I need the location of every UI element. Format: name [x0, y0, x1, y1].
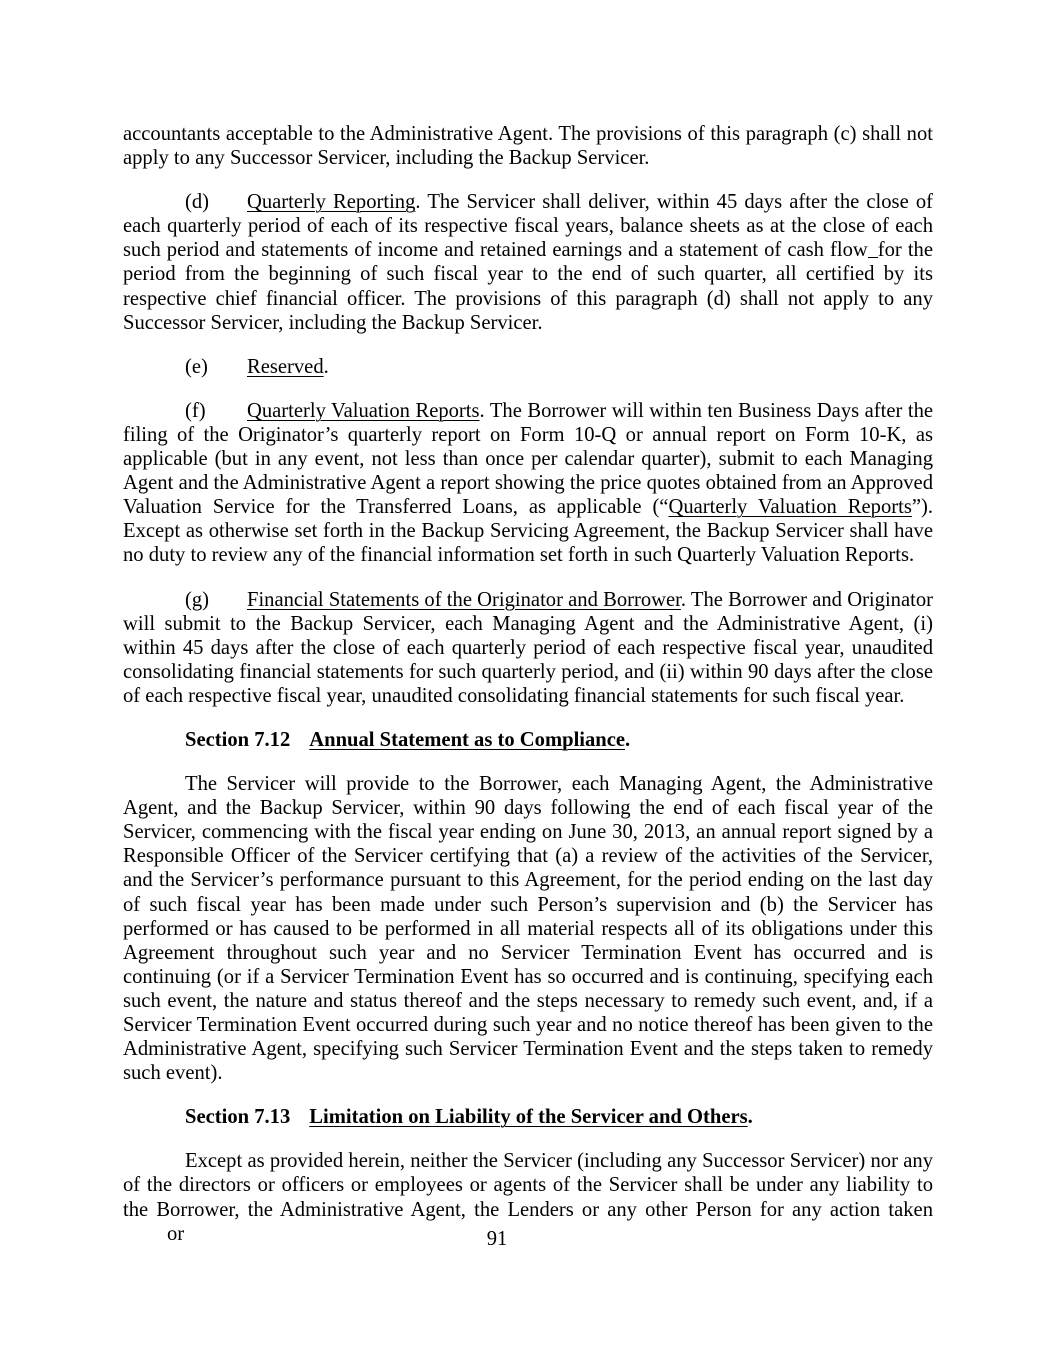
- paragraph-f-term-suffix: .: [479, 399, 485, 422]
- paragraph-e-term-suffix: .: [323, 355, 329, 378]
- section-7-12-number: Section 7.12: [185, 728, 291, 751]
- section-7-12-title: Annual Statement as to Compliance: [309, 728, 626, 751]
- paragraph-d: [123, 190, 933, 335]
- page-number: 91: [486, 1228, 508, 1250]
- paragraph-f: [123, 399, 933, 568]
- section-7-13-title-suffix: .: [747, 1106, 753, 1129]
- paragraph-g-text: The Borrower and Originator will submit to the Backup Servicer, each Managing Agent and the Administrative Agent, (i) within 45 days after the close of each quarterly period of each respective fiscal year, unaudited consolidating financial statements for such quarterly period, and (ii) within 90 days after the close of each respective fiscal year, unaudited consolidating financial statements for such fiscal year.: [123, 588, 933, 707]
- paragraph-g-term: Financial Statements of the Originator and Borrower: [247, 588, 681, 611]
- paragraph-d-term: Quarterly Reporting: [247, 191, 416, 214]
- section-7-12-heading: [123, 728, 933, 752]
- paragraph-e: [123, 355, 933, 379]
- section-7-13-heading: [123, 1105, 933, 1129]
- paragraph-g-term-suffix: .: [680, 588, 687, 611]
- paragraph-e-label: (e): [185, 355, 208, 378]
- section-7-12-body: The Servicer will provide to the Borrower, each Managing Agent, the Administrative Agent, and the Backup Servicer, within 90 days following the end of each fiscal year of the Servicer, commencing with the fiscal year ending on June 30, 2013, an annual report signed by a Responsible Officer of the Servicer certifying that (a) a review of the activities of the Servicer, and the Servicer’s performance pursuant to this Agreement, for the period ending on the last day of such fiscal year has been made under such Person’s supervision and (b) the Servicer has performed or has caused to be performed in all material respects all of its obligations under this Agreement throughout such year and no Servicer Termination Event has occurred and is continuing (or if a Servicer Termination Event has so occurred and is continuing, specifying each such event, the nature and status thereof and the steps necessary to remedy such event, and, if a Servicer Termination Event occurred during such year and no notice thereof has been given to the Administrative Agent, specifying such Servicer Termination Event and the steps taken to remedy such event).: [123, 773, 933, 1085]
- paragraph-d-label: (d): [185, 191, 210, 214]
- underscore-space-artifact: [868, 254, 878, 258]
- paragraph-d-term-suffix: .: [415, 191, 421, 214]
- paragraph-g: [123, 588, 933, 708]
- paragraph-c-continuation: accountants acceptable to the Administrative Agent. The provisions of this paragraph (c) shall not apply to any Successor Servicer, including the Backup Servicer.: [123, 123, 933, 170]
- paragraph-f-label: (f): [185, 399, 206, 422]
- paragraph-d-text-after: for the period from the beginning of such fiscal year to the end of such quarter, all certified by its respective chief financial officer. The provisions of this paragraph (d) shall not apply to any Successor Servicer, including the Backup Servicer.: [123, 239, 933, 334]
- section-7-13-title: Limitation on Liability of the Servicer and Others: [309, 1106, 748, 1129]
- section-7-13-text-after-gap: or: [167, 1222, 185, 1245]
- section-7-13-text-before-gap: Except as provided herein, neither the Servicer (including any Successor Servicer) nor any of the directors or officers or employees or agents of the Servicer shall be under any liability to the Borrower, the Administrative Agent, the Lenders or any other Person for any action taken: [123, 1150, 933, 1221]
- paragraph-f-term: Quarterly Valuation Reports: [247, 399, 480, 422]
- paragraph-g-label: (g): [185, 588, 210, 611]
- paragraph-f-text-before: The Borrower will within ten Business Days after the filing of the Originator’s quarterly report on Form 10-Q or annual report on Form 10-K, as applicable (but in any event, not less than once per calendar quarter), submit to each Managing Agent and the Administrative Agent a report showing the price quotes obtained from an Approved Valuation Service for the Transferred Loans, as applicable (“: [123, 399, 934, 519]
- paragraph-d-text-before: The Servicer shall deliver, within 45 days after the close of each quarterly period of each of its respective fiscal years, balance sheets as at the close of each such period and statements of income and retained earnings and a statement of cash flow: [123, 191, 933, 262]
- paragraph-e-term: Reserved: [247, 355, 324, 378]
- paragraph-f-defined-term: Quarterly Valuation Reports: [668, 496, 912, 519]
- section-7-12-title-suffix: .: [625, 728, 631, 751]
- section-7-13-number: Section 7.13: [185, 1106, 291, 1129]
- paragraph-f-text-after: ”). Except as otherwise set forth in the Backup Servicing Agreement, the Backup Servicer shall have no duty to review any of the financial information set forth in such Quarterly Valuation Reports.: [123, 496, 933, 567]
